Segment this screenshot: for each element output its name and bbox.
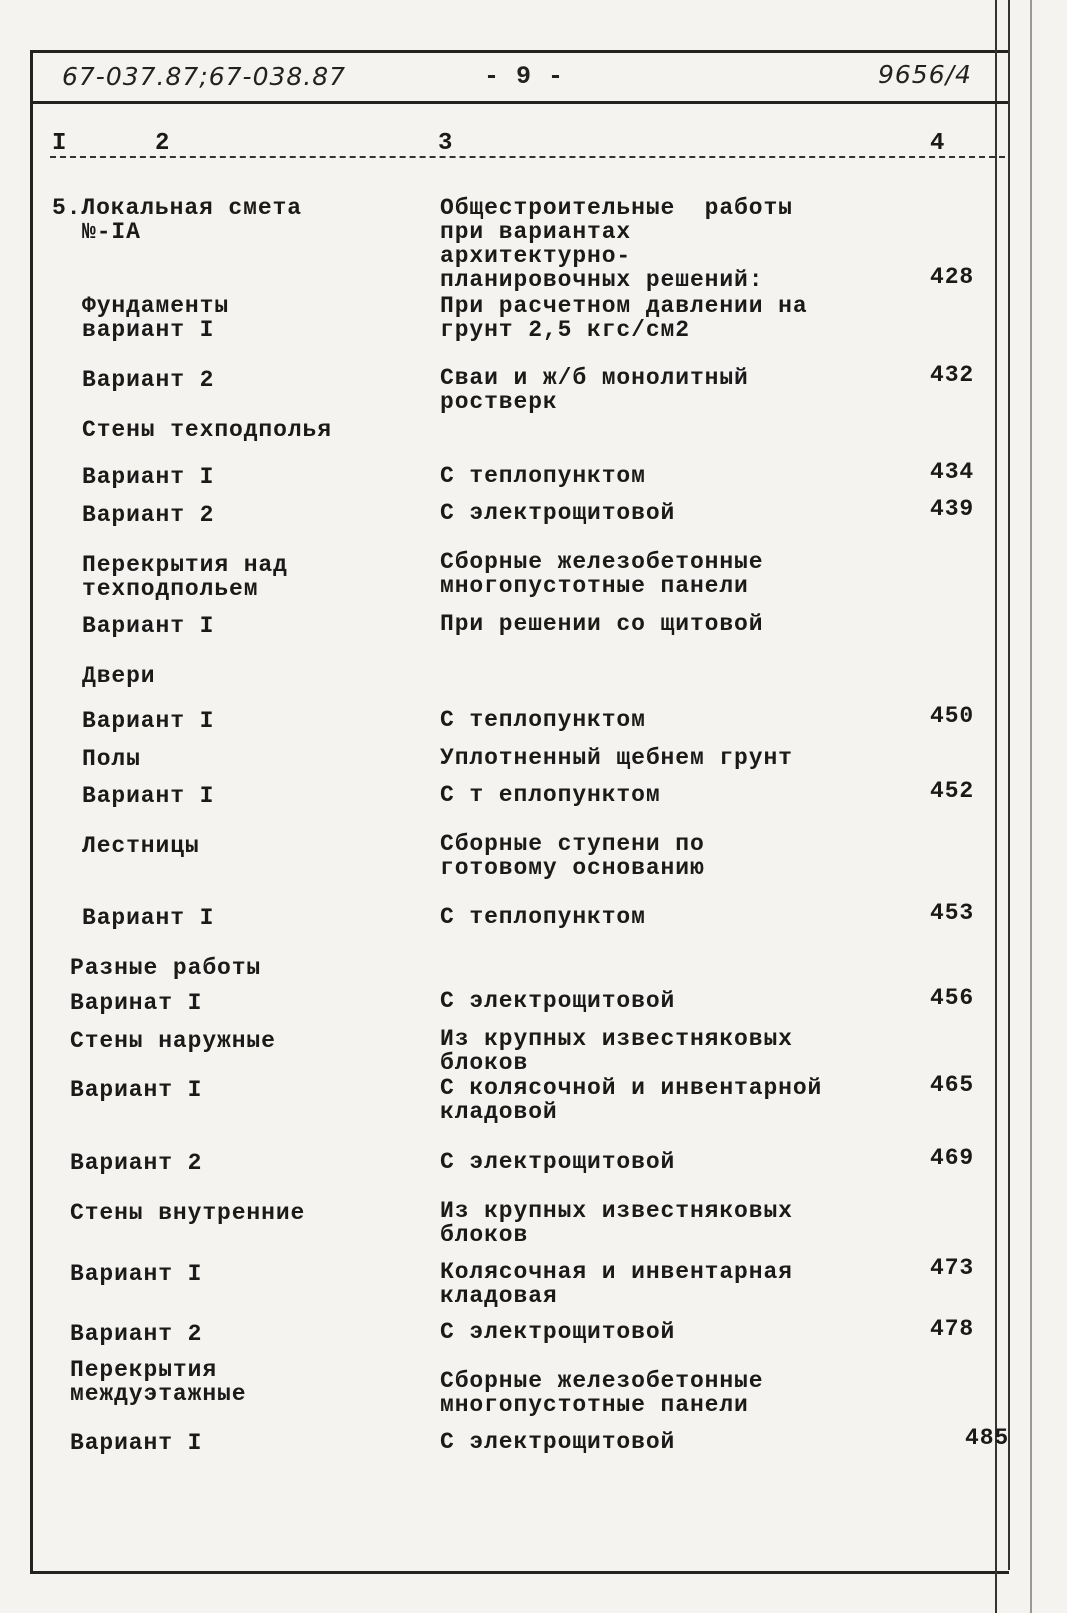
item-name: Перекрытия над <box>82 552 288 578</box>
header-divider <box>30 101 1008 104</box>
item-description: Сборные железобетонные <box>440 1368 764 1394</box>
item-description: С электрощитовой <box>440 988 676 1014</box>
item-name: Вариант I <box>82 708 215 734</box>
item-description: многопустотные панели <box>440 573 749 599</box>
item-name: техподпольем <box>82 576 259 602</box>
page-number: - 9 - <box>484 62 565 91</box>
page-reference: 485 <box>965 1425 1010 1451</box>
column-number-4: 4 <box>930 130 945 157</box>
item-name: Варинат I <box>70 990 203 1016</box>
page-reference: 453 <box>930 900 975 926</box>
column-number-1: I <box>52 130 67 157</box>
item-name: Фундаменты <box>82 293 230 319</box>
page-edge-line <box>1030 0 1032 1613</box>
item-description: Общестроительные работы <box>440 195 793 221</box>
item-description: грунт 2,5 кгс/см2 <box>440 317 690 343</box>
margin-line <box>1008 0 1010 1570</box>
item-description: кладовая <box>440 1283 558 1309</box>
item-description: Колясочная и инвентарная <box>440 1259 793 1285</box>
item-description: С электрощитовой <box>440 500 676 526</box>
item-description: С т еплопунктом <box>440 782 661 808</box>
document-code: 67-037.87;67-038.87 <box>62 62 347 91</box>
item-description: Сборные ступени по <box>440 831 705 857</box>
item-name: Полы <box>82 746 141 772</box>
item-name: Разные работы <box>70 955 262 981</box>
page-reference: 450 <box>930 703 975 729</box>
page-reference: 469 <box>930 1145 975 1171</box>
item-name: Вариант 2 <box>70 1321 203 1347</box>
page-reference: 452 <box>930 778 975 804</box>
item-description: С электрощитовой <box>440 1149 676 1175</box>
item-description: многопустотные панели <box>440 1392 749 1418</box>
item-name: 5.Локальная смета <box>52 195 302 221</box>
page-reference: 456 <box>930 985 975 1011</box>
item-name: Вариант I <box>70 1430 203 1456</box>
item-description: С колясочной и инвентарной <box>440 1075 823 1101</box>
item-description: кладовой <box>440 1099 558 1125</box>
item-name: Вариант I <box>82 464 215 490</box>
item-name: вариант I <box>82 317 215 343</box>
page-reference: 428 <box>930 264 975 290</box>
item-name: Стены техподполья <box>82 417 332 443</box>
item-description: при вариантах <box>440 219 632 245</box>
item-description: планировочных решений: <box>440 267 764 293</box>
item-name: №-IA <box>82 219 141 245</box>
item-name: Вариант 2 <box>82 502 215 528</box>
item-description: При расчетном давлении на <box>440 293 808 319</box>
page-reference: 465 <box>930 1072 975 1098</box>
item-description: Уплотненный щебнем грунт <box>440 745 793 771</box>
item-description: Сборные железобетонные <box>440 549 764 575</box>
item-name: Стены наружные <box>70 1028 276 1054</box>
item-name: Вариант I <box>70 1261 203 1287</box>
item-name: Вариант 2 <box>82 367 215 393</box>
margin-line <box>995 0 997 1613</box>
column-header-divider <box>50 156 1005 158</box>
page-reference: 432 <box>930 362 975 388</box>
item-name: Вариант 2 <box>70 1150 203 1176</box>
item-description: ростверк <box>440 389 558 415</box>
item-name: междуэтажные <box>70 1381 247 1407</box>
item-description: С электрощитовой <box>440 1429 676 1455</box>
item-description: С электрощитовой <box>440 1319 676 1345</box>
item-description: блоков <box>440 1222 529 1248</box>
item-description: архитектурно- <box>440 243 632 269</box>
item-name: Вариант I <box>82 613 215 639</box>
item-name: Вариант I <box>82 905 215 931</box>
sheet-number: 9656/4 <box>878 60 972 89</box>
item-description: блоков <box>440 1050 529 1076</box>
column-number-2: 2 <box>155 130 170 157</box>
item-name: Стены внутренние <box>70 1200 306 1226</box>
item-description: Из крупных известняковых <box>440 1026 793 1052</box>
item-name: Перекрытия <box>70 1357 218 1383</box>
item-description: С теплопунктом <box>440 904 646 930</box>
item-description: С теплопунктом <box>440 463 646 489</box>
item-name: Вариант I <box>82 783 215 809</box>
page-reference: 434 <box>930 459 975 485</box>
item-name: Вариант I <box>70 1077 203 1103</box>
item-name: Лестницы <box>82 833 200 859</box>
item-description: При решении со щитовой <box>440 611 764 637</box>
page-reference: 473 <box>930 1255 975 1281</box>
item-description: готовому основанию <box>440 855 705 881</box>
page-reference: 478 <box>930 1316 975 1342</box>
item-name: Двери <box>82 663 156 689</box>
page-reference: 439 <box>930 496 975 522</box>
item-description: Сваи и ж/б монолитный <box>440 365 749 391</box>
item-description: С теплопунктом <box>440 707 646 733</box>
column-number-3: 3 <box>438 130 453 157</box>
item-description: Из крупных известняковых <box>440 1198 793 1224</box>
